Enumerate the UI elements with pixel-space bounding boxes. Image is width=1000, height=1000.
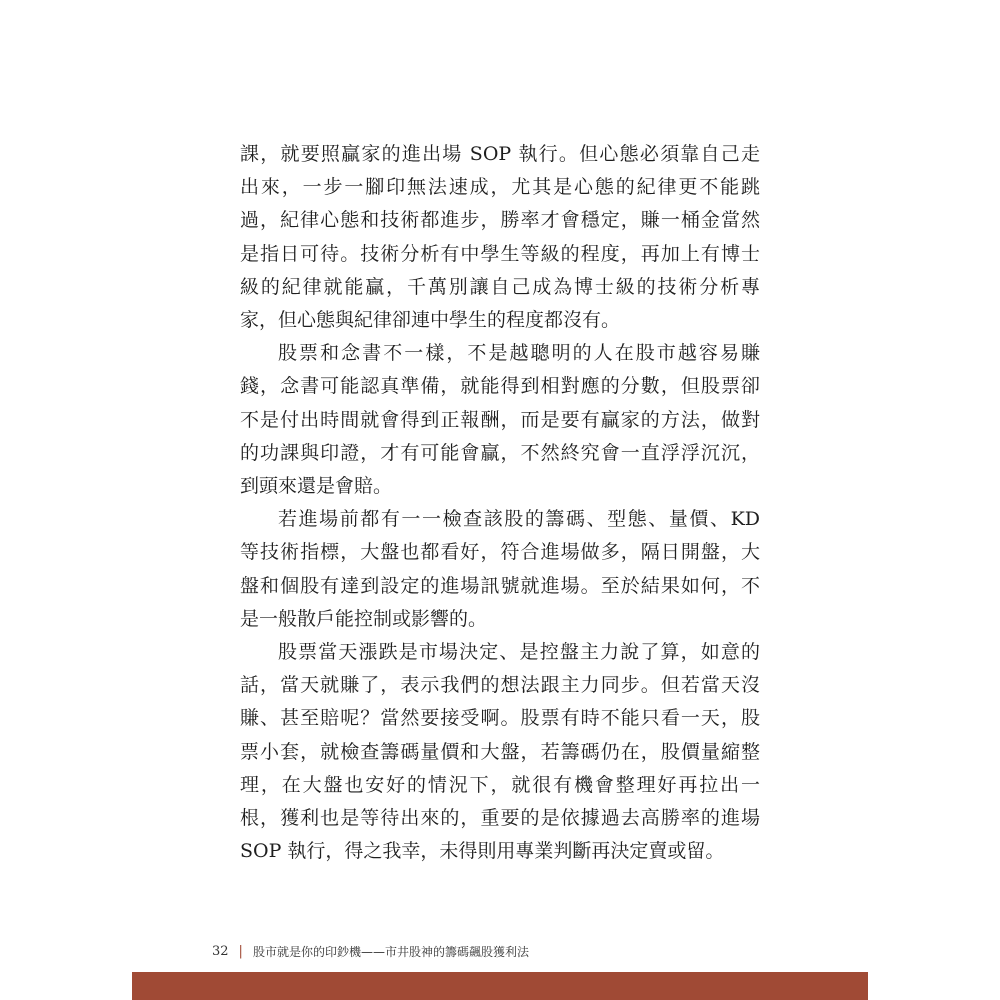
paragraph-line: 過，紀律心態和技術都進步，勝率才會穩定，賺一桶金當然 <box>240 209 760 232</box>
paragraph-line: 股票和念書不一樣，不是越聰明的人在股市越容易賺 <box>278 342 760 365</box>
paragraph-line: 到頭來還是會賠。 <box>240 475 393 498</box>
paragraph-line: 是一般散戶能控制或影響的。 <box>240 607 488 630</box>
paragraph-line: 盤和個股有達到設定的進場訊號就進場。至於結果如何，不 <box>240 574 760 597</box>
paragraph-line: 不是付出時間就會得到正報酬，而是要有贏家的方法，做對 <box>240 408 760 431</box>
paragraph-line: 是指日可待。技術分析有中學生等級的程度，再加上有博士 <box>240 242 760 265</box>
page-number: 32 <box>212 943 229 959</box>
paragraph-line: 家，但心態與紀律卻連中學生的程度都沒有。 <box>240 309 621 332</box>
paragraph-line: 賺、甚至賠呢？當然要接受啊。股票有時不能只看一天，股 <box>240 707 760 730</box>
paragraph-line: 理，在大盤也安好的情況下，就很有機會整理好再拉出一 <box>240 773 760 796</box>
paragraph-line: 的功課與印證，才有可能會贏，不然終究會一直浮浮沉沉， <box>240 441 760 464</box>
paragraph-line: 等技術指標，大盤也都看好，符合進場做多，隔日開盤，大 <box>240 541 760 564</box>
paragraph-line: 話，當天就賺了，表示我們的想法跟主力同步。但若當天沒 <box>240 674 760 697</box>
paragraph-line: 級的紀律就能贏，千萬別讓自己成為博士級的技術分析專 <box>240 275 760 298</box>
footer-separator: | <box>238 943 243 959</box>
paragraph-line: SOP 執行，得之我幸，未得則用專業判斷再決定賣或留。 <box>240 840 725 863</box>
footer-color-bar <box>132 972 868 1000</box>
body-text <box>240 138 760 868</box>
paragraph-line: 出來，一步一腳印無法速成，尤其是心態的紀律更不能跳 <box>240 176 760 199</box>
paragraph-line: 票小套，就檢查籌碼量價和大盤，若籌碼仍在，股價量縮整 <box>240 740 760 763</box>
paragraph-line: 股票當天漲跌是市場決定、是控盤主力說了算，如意的 <box>278 641 760 664</box>
paragraph-line: 錢，念書可能認真準備，就能得到相對應的分數，但股票卻 <box>240 375 760 398</box>
page-footer <box>212 941 529 961</box>
paragraph-line: 根，獲利也是等待出來的，重要的是依據過去高勝率的進場 <box>240 807 760 830</box>
paragraph-line: 若進場前都有一一檢查該股的籌碼、型態、量價、KD <box>278 508 760 531</box>
paragraph-line: 課，就要照贏家的進出場 SOP 執行。但心態必須靠自己走 <box>240 143 760 165</box>
running-title: 股市就是你的印鈔機——市井股神的籌碼飆股獲利法 <box>252 944 529 959</box>
